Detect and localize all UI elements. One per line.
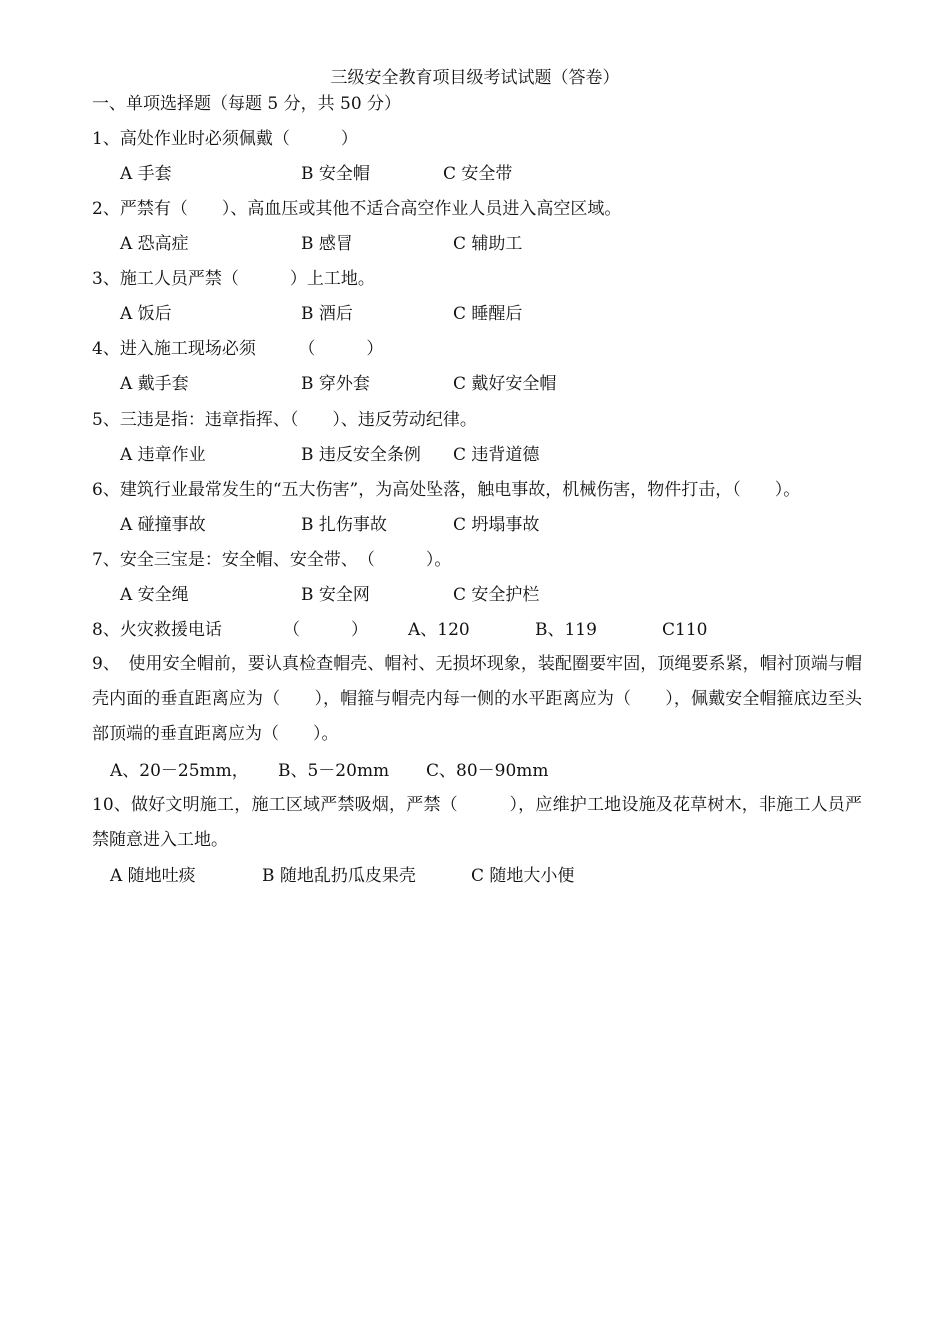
q7-option-a: A 安全绳 (120, 585, 189, 605)
q3-option-b: B 酒后 (301, 304, 353, 324)
question-10: 10、做好文明施工，施工区域严禁吸烟，严禁（ ），应维护工地设施及花草树木，非施工人员严禁随意进入工地。 (92, 795, 862, 850)
question-1: 1、高处作业时必须佩戴（ ） (92, 129, 358, 149)
question-5: 5、三违是指：违章指挥、（ ）、违反劳动纪律。 (92, 410, 477, 430)
q4-option-c: C 戴好安全帽 (453, 374, 557, 394)
q8-option-a: A、120 (408, 620, 470, 640)
question-3: 3、施工人员严禁（ ）上工地。 (92, 269, 375, 289)
q8-answer-blank: （ ） (283, 620, 368, 640)
q9-option-b: B、5－20mm (278, 761, 390, 781)
question-6: 6、建筑行业最常发生的“五大伤害”，为高处坠落，触电事故，机械伤害，物件打击，（ ）。 (92, 480, 801, 500)
section-heading: 一、单项选择题（每题 5 分，共 50 分） (92, 94, 402, 114)
q6-option-a: A 碰撞事故 (120, 515, 206, 535)
question-9: 9、 使用安全帽前，要认真检查帽壳、帽衬、无损坏现象，装配圈要牢固，顶绳要系紧，帽衬顶端与帽壳内面的垂直距离应为（ ），帽箍与帽壳内每一侧的水平距离应为（ ），佩戴安全帽箍底边至头部顶端的垂直距离应为（ ）。 (92, 654, 862, 744)
question-7: 7、安全三宝是：安全帽、安全带、 （ ）。 (92, 550, 452, 570)
q4-option-a: A 戴手套 (120, 374, 189, 394)
q10-option-b: B 随地乱扔瓜皮果壳 (262, 866, 416, 886)
q2-option-c: C 辅助工 (453, 234, 523, 254)
document-title: 三级安全教育项目级考试试题（答卷） (330, 68, 620, 88)
q2-option-b: B 感冒 (301, 234, 353, 254)
q5-option-a: A 违章作业 (120, 445, 206, 465)
q1-option-a: A 手套 (120, 164, 172, 184)
question-4: 4、进入施工现场必须 （ ） (92, 339, 384, 359)
q7-option-b: B 安全网 (301, 585, 370, 605)
q10-option-c: C 随地大小便 (471, 866, 575, 886)
question-2: 2、严禁有（ ）、高血压或其他不适合高空作业人员进入高空区域。 (92, 199, 622, 219)
q3-option-c: C 睡醒后 (453, 304, 523, 324)
q6-option-c: C 坍塌事故 (453, 515, 540, 535)
q9-option-c: C、80－90mm (426, 761, 549, 781)
q6-option-b: B 扎伤事故 (301, 515, 387, 535)
q1-option-b: B 安全帽 (301, 164, 370, 184)
q1-option-c: C 安全带 (443, 164, 513, 184)
q7-option-c: C 安全护栏 (453, 585, 540, 605)
q9-option-a: A、20－25mm， (110, 761, 249, 781)
question-8: 8、火灾救援电话 (92, 620, 222, 640)
q4-option-b: B 穿外套 (301, 374, 370, 394)
q3-option-a: A 饭后 (120, 304, 172, 324)
q2-option-a: A 恐高症 (120, 234, 189, 254)
q10-option-a: A 随地吐痰 (110, 866, 196, 886)
q8-option-c: C110 (662, 620, 708, 640)
q8-option-b: B、119 (535, 620, 597, 640)
q5-option-b: B 违反安全条例 (301, 445, 421, 465)
q5-option-c: C 违背道德 (453, 445, 540, 465)
